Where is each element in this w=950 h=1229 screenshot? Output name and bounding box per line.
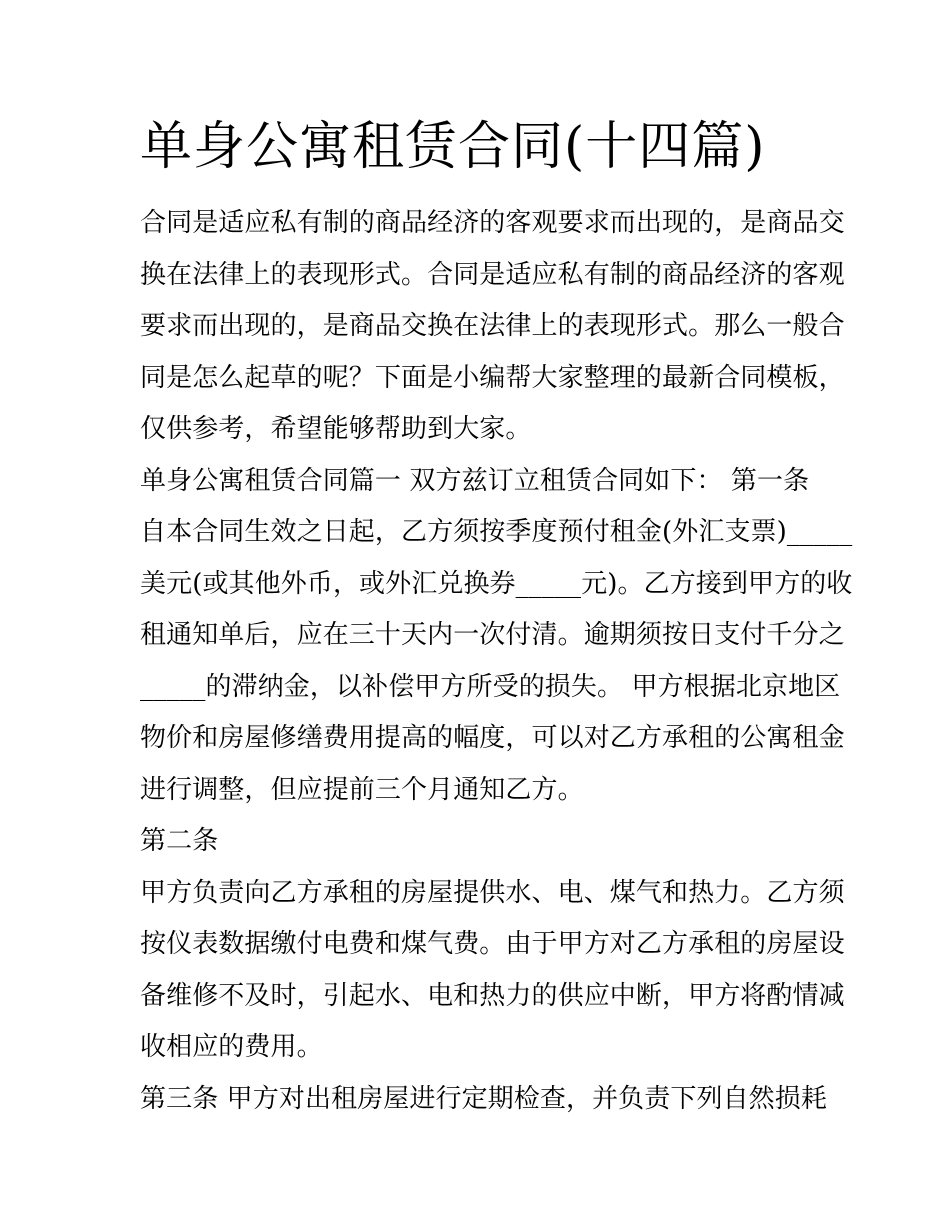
text-line: 换在法律上的表现形式。合同是适应私有制的商品经济的客观 — [140, 259, 845, 290]
text-line: _____的滞纳金，以补偿甲方所受的损失。 甲方根据北京地区 — [140, 671, 841, 702]
text-line: 要求而出现的，是商品交换在法律上的表现形式。那么一般合 — [140, 311, 845, 341]
text-line: 单身公寓租赁合同篇一 双方兹订立租赁合同如下： 第一条 — [140, 465, 810, 496]
text-line: 第二条 — [140, 826, 219, 856]
document-body — [140, 202, 853, 1129]
text-line: 备维修不及时，引起水、电和热力的供应中断，甲方将酌情减 — [140, 980, 845, 1011]
text-line: 第三条 甲方对出租房屋进行定期检查，并负责下列自然损耗 — [140, 1083, 827, 1114]
text-line: 仅供参考，希望能够帮助到大家。 — [140, 414, 532, 444]
text-line: 收相应的费用。 — [140, 1032, 323, 1062]
document-title: 单身公寓租赁合同(十四篇) — [140, 117, 766, 177]
text-line: 进行调整，但应提前三个月通知乙方。 — [140, 774, 584, 805]
text-line: 同是怎么起草的呢？下面是小编帮大家整理的最新合同模板， — [140, 362, 845, 393]
text-line: 租通知单后，应在三十天内一次付清。逾期须按日支付千分之 — [140, 620, 845, 650]
text-line: 自本合同生效之日起，乙方须按季度预付租金(外汇支票)_____ — [140, 517, 853, 547]
text-line: 甲方负责向乙方承租的房屋提供水、电、煤气和热力。乙方须 — [140, 877, 845, 908]
text-line: 按仪表数据缴付电费和煤气费。由于甲方对乙方承租的房屋设 — [140, 929, 845, 959]
text-line: 物价和房屋修缮费用提高的幅度，可以对乙方承租的公寓租金 — [140, 723, 845, 753]
text-line: 合同是适应私有制的商品经济的客观要求而出现的，是商品交 — [140, 208, 845, 238]
text-line: 美元(或其他外币，或外汇兑换券_____元)。乙方接到甲方的收 — [140, 568, 853, 599]
